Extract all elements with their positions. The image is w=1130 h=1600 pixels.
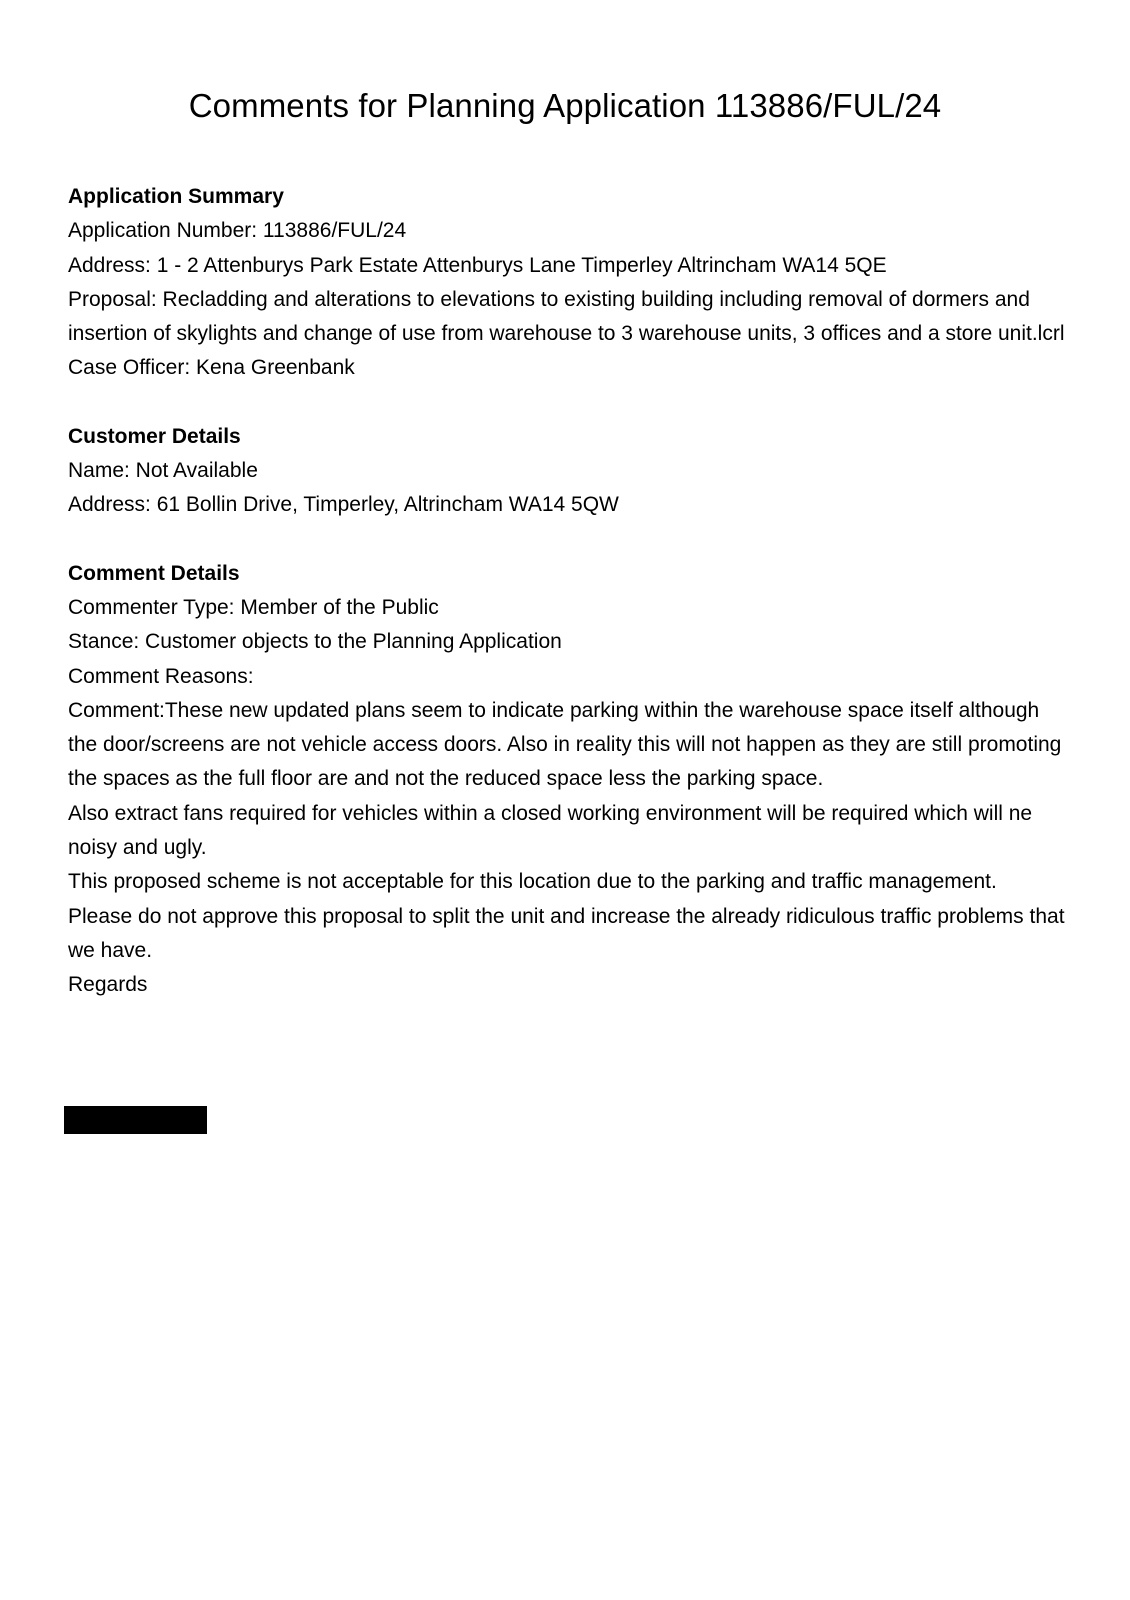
case-officer: Case Officer: Kena Greenbank [68, 356, 355, 380]
stance: Stance: Customer objects to the Planning Application [68, 630, 562, 654]
application-proposal: Proposal: Recladding and alterations to elevations to existing building including removal of dormers and insertion of skylights and change of use from warehouse to 3 warehouse units, 3 offices and a store unit.lcrl [68, 287, 1065, 346]
redacted-signature-block [64, 1106, 207, 1134]
comment-paragraph: This proposed scheme is not acceptable for this location due to the parking and traffic management. [68, 870, 997, 894]
application-address: Address: 1 - 2 Attenburys Park Estate Attenburys Lane Timperley Altrincham WA14 5QE [68, 253, 887, 277]
application-summary-section [68, 180, 1068, 386]
section-spacer [68, 386, 1068, 420]
page-title: Comments for Planning Application 113886/FUL/24 [188, 87, 942, 124]
comment-paragraph: Comment:These new updated plans seem to indicate parking within the warehouse space itself although the door/screens are not vehicle access doors. Also in reality this will not happen as they are still promoting the spaces as the full floor are and not the reduced space less the parking space. [68, 698, 1062, 791]
customer-details-heading: Customer Details [68, 424, 241, 448]
document-body [68, 180, 1068, 1003]
customer-details-section [68, 420, 1068, 523]
comment-paragraph: Please do not approve this proposal to split the unit and increase the already ridiculous traffic problems that we have. [68, 904, 1065, 962]
application-number: Application Number: 113886/FUL/24 [68, 219, 407, 243]
comment-details-heading: Comment Details [68, 561, 240, 585]
customer-address: Address: 61 Bollin Drive, Timperley, Altrincham WA14 5QW [68, 493, 619, 517]
customer-name: Name: Not Available [68, 459, 258, 483]
commenter-type: Commenter Type: Member of the Public [68, 595, 439, 619]
comment-signoff: Regards [68, 973, 148, 997]
comment-reasons-label: Comment Reasons: [68, 664, 254, 688]
comment-details-section [68, 557, 1068, 1003]
section-spacer [68, 523, 1068, 557]
application-summary-heading: Application Summary [68, 185, 284, 208]
comment-paragraph: Also extract fans required for vehicles within a closed working environment will be required which will ne noisy and ugly. [68, 801, 1033, 860]
